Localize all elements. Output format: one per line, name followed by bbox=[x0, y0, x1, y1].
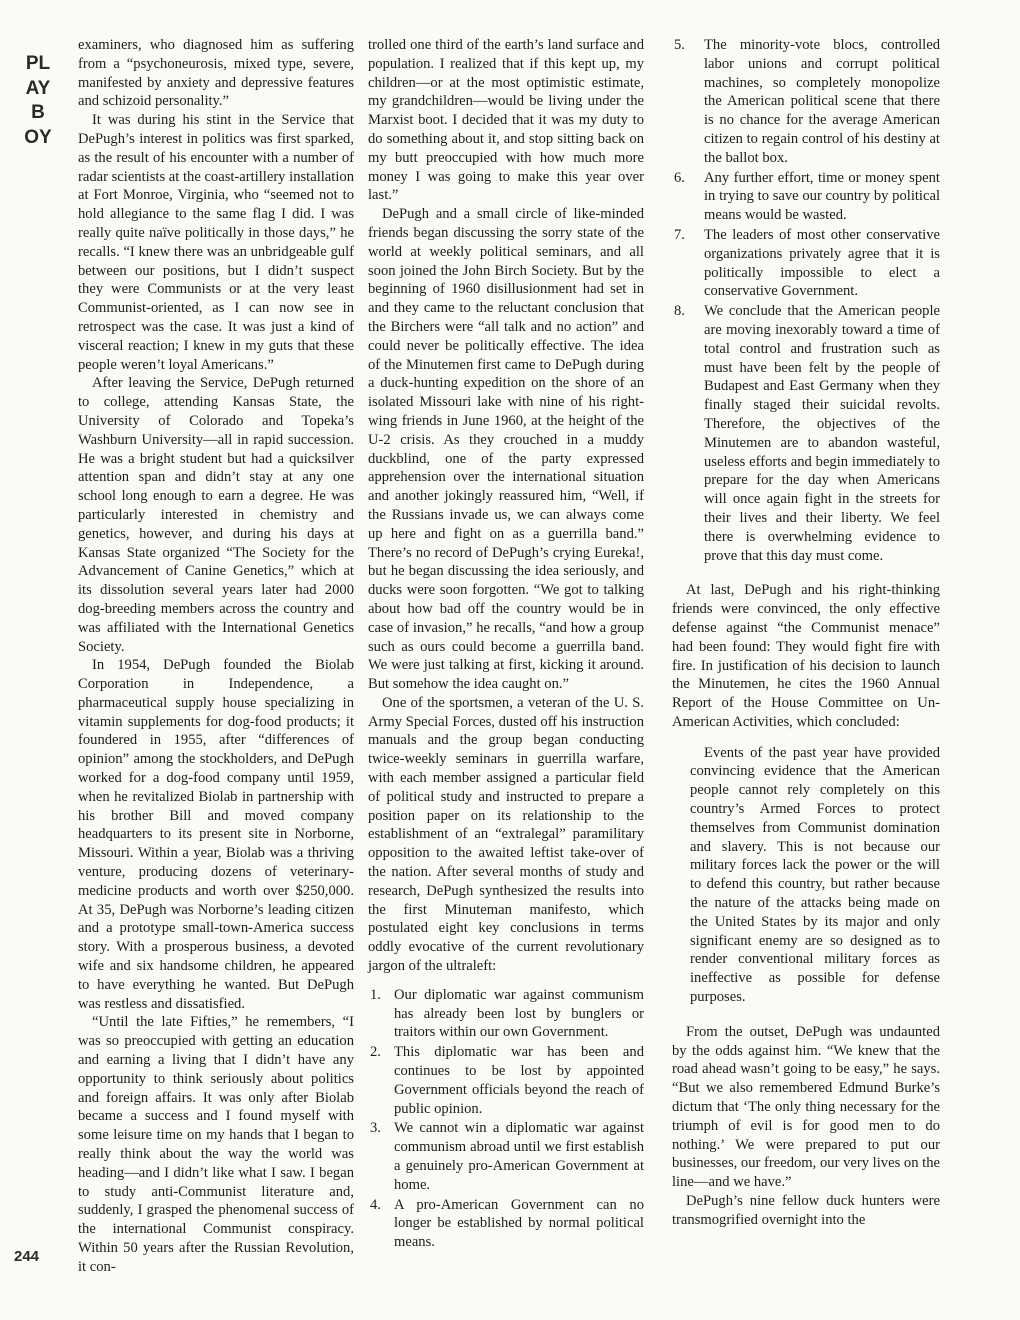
list-number: 5. bbox=[674, 37, 685, 53]
list-item bbox=[368, 986, 644, 1042]
paragraph: DePugh and a small circle of like-minded friends began discussing the sorry state of the world at weekly political seminars, and all soon joined the John Birch Society. But by the beginning of 1960 disillusionment had set in and they came to the reluctant conclusion that the Birchers were “all talk and no action” and could never be politically effective. The idea of the Minutemen first came to DePugh during a duck-hunting expedition on the shore of an isolated Missouri lake with nine of his right-wing friends in June 1960, at the height of the U-2 crisis. As they crouched in a muddy duckblind, one of the party expressed apprehension over the international situation and another jokingly reassured him, “Well, if the Russians invade us, we can always come up here and fight on as a guerrilla band.” There’s no record of DePugh’s crying Eureka!, but he began discussing the idea seriously, and ducks were soon forgotten. “We got to talking about how bad off the country would be in case of invasion,” he recalls, “and how a group such as ours could become a guerrilla band. We were just talking at first, kicking it around. But somehow the idea caught on.” bbox=[368, 206, 644, 693]
paragraph: DePugh’s nine fellow duck hunters were transmogrified overnight into the bbox=[672, 1193, 940, 1228]
list-text: We conclude that the American people are moving inexorably toward a time of total control and frustration such as must have been felt by the people of Budapest and East Germany when they finally staged their suicidal revolts. Therefore, the objectives of the Minutemen are to abandon wasteful, useless efforts and begin immediately to prepare for the day when Americans will once again fight in the streets for their lives and their liberty. We feel there is overwhelming evidence to prove that this day must come. bbox=[704, 303, 940, 564]
list-number: 3. bbox=[370, 1120, 381, 1137]
list-text: Any further effort, time or money spent in trying to save our country by political means would be wasted. bbox=[704, 169, 940, 224]
paragraph: examiners, who diagnosed him as suffering from a “psychoneurosis, mixed type, severe, manifested by anxiety and depressive features and schizoid personality.” bbox=[78, 37, 354, 110]
list-number: 4. bbox=[370, 1196, 381, 1213]
quote-text: Events of the past year have provided convincing evidence that the American people cannot rely completely on this country’s Armed Forces to protect themselves from Communist domination and slavery. This is not because our military forces lack the power or the will to defend this country, but rather because the nature of the attacks being made on the United States by its major and only significant enemy are so designed as to render conventional military forces as ineffective as possible for defense purposes. bbox=[690, 744, 940, 1006]
paragraph: One of the sportsmen, a veteran of the U. S. Army Special Forces, dusted off his instruction manuals and the group began conducting twice-weekly seminars in guerrilla warfare, with each member assigned a particular field of political study and instructed to prepare a position paper on its relationship to the establishment of an “extralegal” paramilitary opposition to the awaited leftist take-over of the nation. After several months of study and research, DePugh synthesized the results into the first Minuteman manifesto, which postulated eight key conclusions in terms oddly evocative of the current revolutionary jargon of the ultraleft: bbox=[368, 694, 644, 975]
page-number: 244 bbox=[14, 1248, 40, 1265]
list-text: Our diplomatic war against communism has already been lost by bunglers or traitors within our own Government. bbox=[394, 986, 644, 1041]
list-item bbox=[368, 1119, 644, 1194]
list-number: 7. bbox=[674, 226, 685, 243]
list-text: A pro-American Government can no longer be established by normal political means. bbox=[394, 1196, 644, 1251]
list-number: 2. bbox=[370, 1044, 381, 1061]
list-item bbox=[368, 1196, 644, 1252]
paragraph: trolled one third of the earth’s land surface and population. I realized that if this kept up, my children—or at the most optimistic estimate, my grandchildren—would be living under the Marxist boot. I decided that it was my duty to do something about it, and stop sitting back on my butt preoccupied with how much more money I was going to make this year over last.” bbox=[368, 37, 644, 204]
column-1 bbox=[78, 36, 354, 1277]
column-3 bbox=[672, 36, 940, 1230]
list-number: 8. bbox=[674, 303, 685, 320]
column-2 bbox=[368, 36, 644, 1253]
list-item bbox=[672, 226, 940, 301]
list-number: 1. bbox=[370, 986, 381, 1003]
list-text: The leaders of most other conservative organizations privately agree that it is politically impossible to elect a conservative Government. bbox=[704, 226, 940, 300]
paragraph: At last, DePugh and his right-thinking friends were convinced, the only effective defense against “the Communist menace” had been found: They would fight fire with fire. In justification of his decision to launch the Minutemen, he cites the 1960 Annual Report of the House Committee on Un-American Activities, which concluded: bbox=[672, 582, 940, 730]
block-quote bbox=[690, 744, 940, 1007]
list-text: We cannot win a diplomatic war against communism abroad until we first establish a genuinely pro-American Government at home. bbox=[394, 1120, 644, 1193]
list-item bbox=[672, 36, 940, 168]
paragraph: After leaving the Service, DePugh returned to college, attending Kansas State, the University of Colorado and Topeka’s Washburn University—all in rapid succession. He was a bright student but had a quicksilver attention span and didn’t stay at any one school long enough to earn a degree. He was particularly interested in chemistry and genetics, however, and during his days at Kansas State organized “The Society for the Advancement of Canine Genetics,” which at its dissolution several years later had 2000 dog-breeding members across the country and was affiliated with the International Genetics Society. bbox=[78, 375, 354, 655]
list-text: The minority-vote blocs, controlled labor unions and corrupt political machines, so completely monopolize the American political scene that there is no chance for the average American citizen to regain control of his destiny at the ballot box. bbox=[704, 37, 940, 166]
list-text: This diplomatic war has been and continues to be lost by appointed Government officials beyond the reach of public opinion. bbox=[394, 1044, 644, 1117]
list-item bbox=[368, 1043, 644, 1118]
paragraph: From the outset, DePugh was undaunted by the odds against him. “We knew that the road ahead wasn’t going to be easy,” he says. “But we also remembered Edmund Burke’s dictum that ‘The only thing necessary for the triumph of evil is for good men to do nothing.’ We were prepared to put our businesses, our freedom, our very lives on the line—and we have.” bbox=[672, 1023, 940, 1191]
paragraph: It was during his stint in the Service that DePugh’s interest in politics was first sparked, as the result of his encounter with a number of radar scientists at the coast-artillery installation at Fort Monroe, Virginia, who “seemed not to hold allegiance to the same flag I did. I was really quite naïve politically in those days,” he recalls. “I knew there was an unbridgeable gulf between our positions, but I didn’t suspect they were Communists or at the very least Communist-oriented, as I can now see in retrospect was the case. It was just a kind of visceral reaction; I knew in my guts that these people weren’t loyal Americans.” bbox=[78, 112, 354, 373]
masthead: PLAYBOY bbox=[24, 53, 52, 148]
manifesto-list bbox=[368, 986, 644, 1252]
paragraph: “Until the late Fifties,” he remembers, “I was so preoccupied with getting an education and earning a living that I didn’t have any opportunity to think seriously about politics and foreign affairs. It was only after Biolab became a success and I found myself with some leisure time on my hands that I began to really think about the way the world was heading—and I didn’t like what I saw. I began to study anti-Communist literature and, suddenly, I grasped the phenomenal success of the international Communist conspiracy. Within 50 years after the Russian Revolution, it con- bbox=[78, 1014, 354, 1275]
list-number: 6. bbox=[674, 169, 685, 186]
manifesto-list-continued bbox=[672, 36, 940, 565]
paragraph: In 1954, DePugh founded the Biolab Corporation in Independence, a pharmaceutical supply house specializing in vitamin supplements for dog-food products; it foundered in 1955, after “differences of opinion” among the stockholders, and DePugh worked for a dog-food company until 1959, when he revitalized Biolab in partnership with his brother Bill and moved company headquarters to its present site in Norborne, Missouri. Within a year, Biolab was a thriving venture, producing dozens of veterinary-medicine products and worth over $250,000. At 35, DePugh was Norborne’s leading citizen and a prototype small-town-America success story. With a prosperous business, a devoted wife and six handsome children, he appeared to have everything he wanted. But DePugh was restless and dissatisfied. bbox=[78, 657, 354, 1012]
list-item bbox=[672, 302, 940, 565]
list-item bbox=[672, 169, 940, 225]
